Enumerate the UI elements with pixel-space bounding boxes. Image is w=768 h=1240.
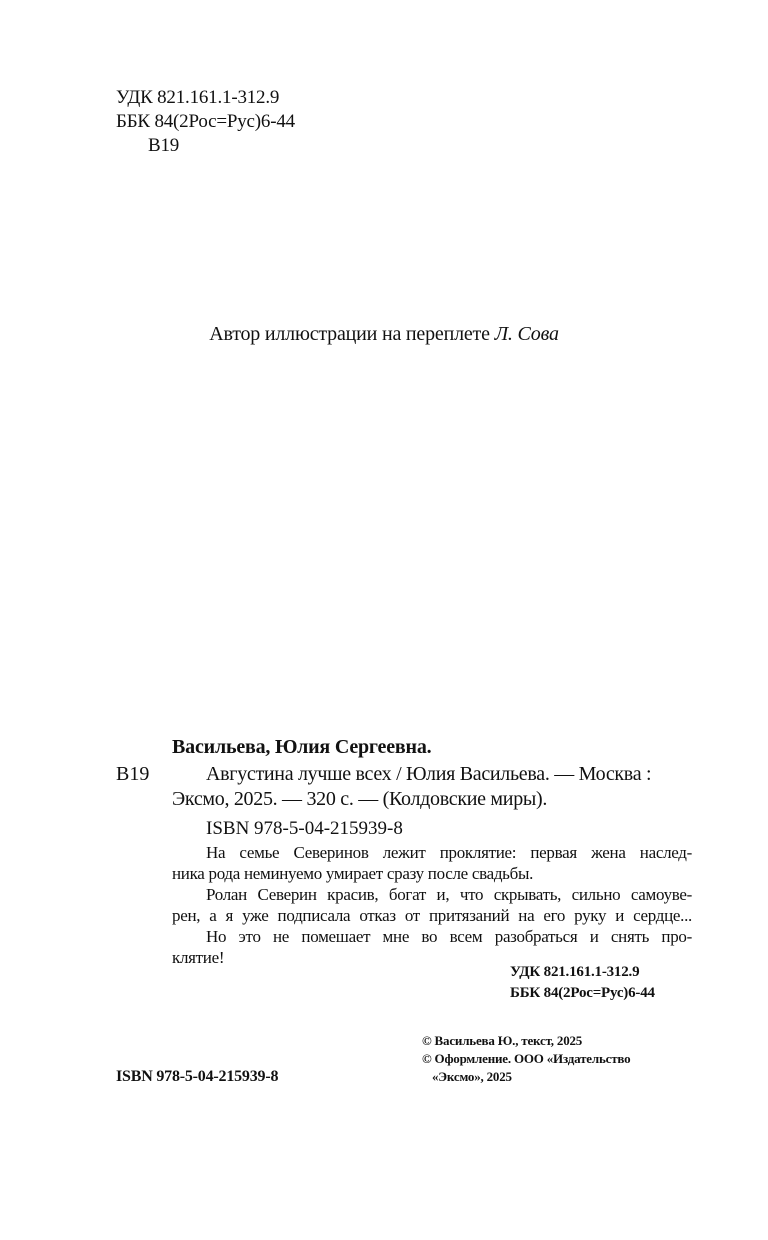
author-mark-top: В19 <box>148 135 180 156</box>
annotation-line: клятие! <box>172 948 225 967</box>
udk-code-bottom: УДК 821.161.1-312.9 <box>510 964 640 980</box>
copyright-text: © Васильева Ю., текст, 2025 <box>422 1033 583 1048</box>
isbn-entry: ISBN 978-5-04-215939-8 <box>206 818 403 839</box>
illustration-credit <box>0 321 768 347</box>
annotation-line: рен, а я уже подписала отказ от притязаний на его руку и сердце... <box>172 906 692 925</box>
isbn-bottom: ISBN 978-5-04-215939-8 <box>116 1068 279 1085</box>
author-mark-side: В19 <box>116 763 150 785</box>
udk-code-top: УДК 821.161.1-312.9 <box>116 87 280 108</box>
bibliographic-description-line-2: Эксмо, 2025. — 320 с. — (Колдовские миры). <box>172 788 548 810</box>
annotation-line: Ролан Северин красив, богат и, что скрывать, сильно самоуве- <box>206 885 692 904</box>
illustration-author: Л. Сова <box>494 323 559 345</box>
annotation-line: На семье Северинов лежит проклятие: первая жена наслед- <box>206 843 692 862</box>
bbk-code-top: ББК 84(2Рос=Рус)6-44 <box>116 111 295 132</box>
annotation-line: Но это не помешает мне во всем разобраться и снять про- <box>206 927 692 946</box>
author-heading: Васильева, Юлия Сергеевна. <box>172 736 432 758</box>
copyright-design: © Оформление. ООО «Издательство <box>422 1051 631 1066</box>
bbk-code-bottom: ББК 84(2Рос=Рус)6-44 <box>510 985 655 1001</box>
bibliographic-description-line-1: Августина лучше всех / Юлия Васильева. — Москва : <box>206 763 652 785</box>
annotation-line: ника рода неминуемо умирает сразу после свадьбы. <box>172 864 534 883</box>
illustration-label: Автор иллюстрации на переплете <box>209 323 495 345</box>
copyright-design-cont: «Эксмо», 2025 <box>432 1069 512 1084</box>
